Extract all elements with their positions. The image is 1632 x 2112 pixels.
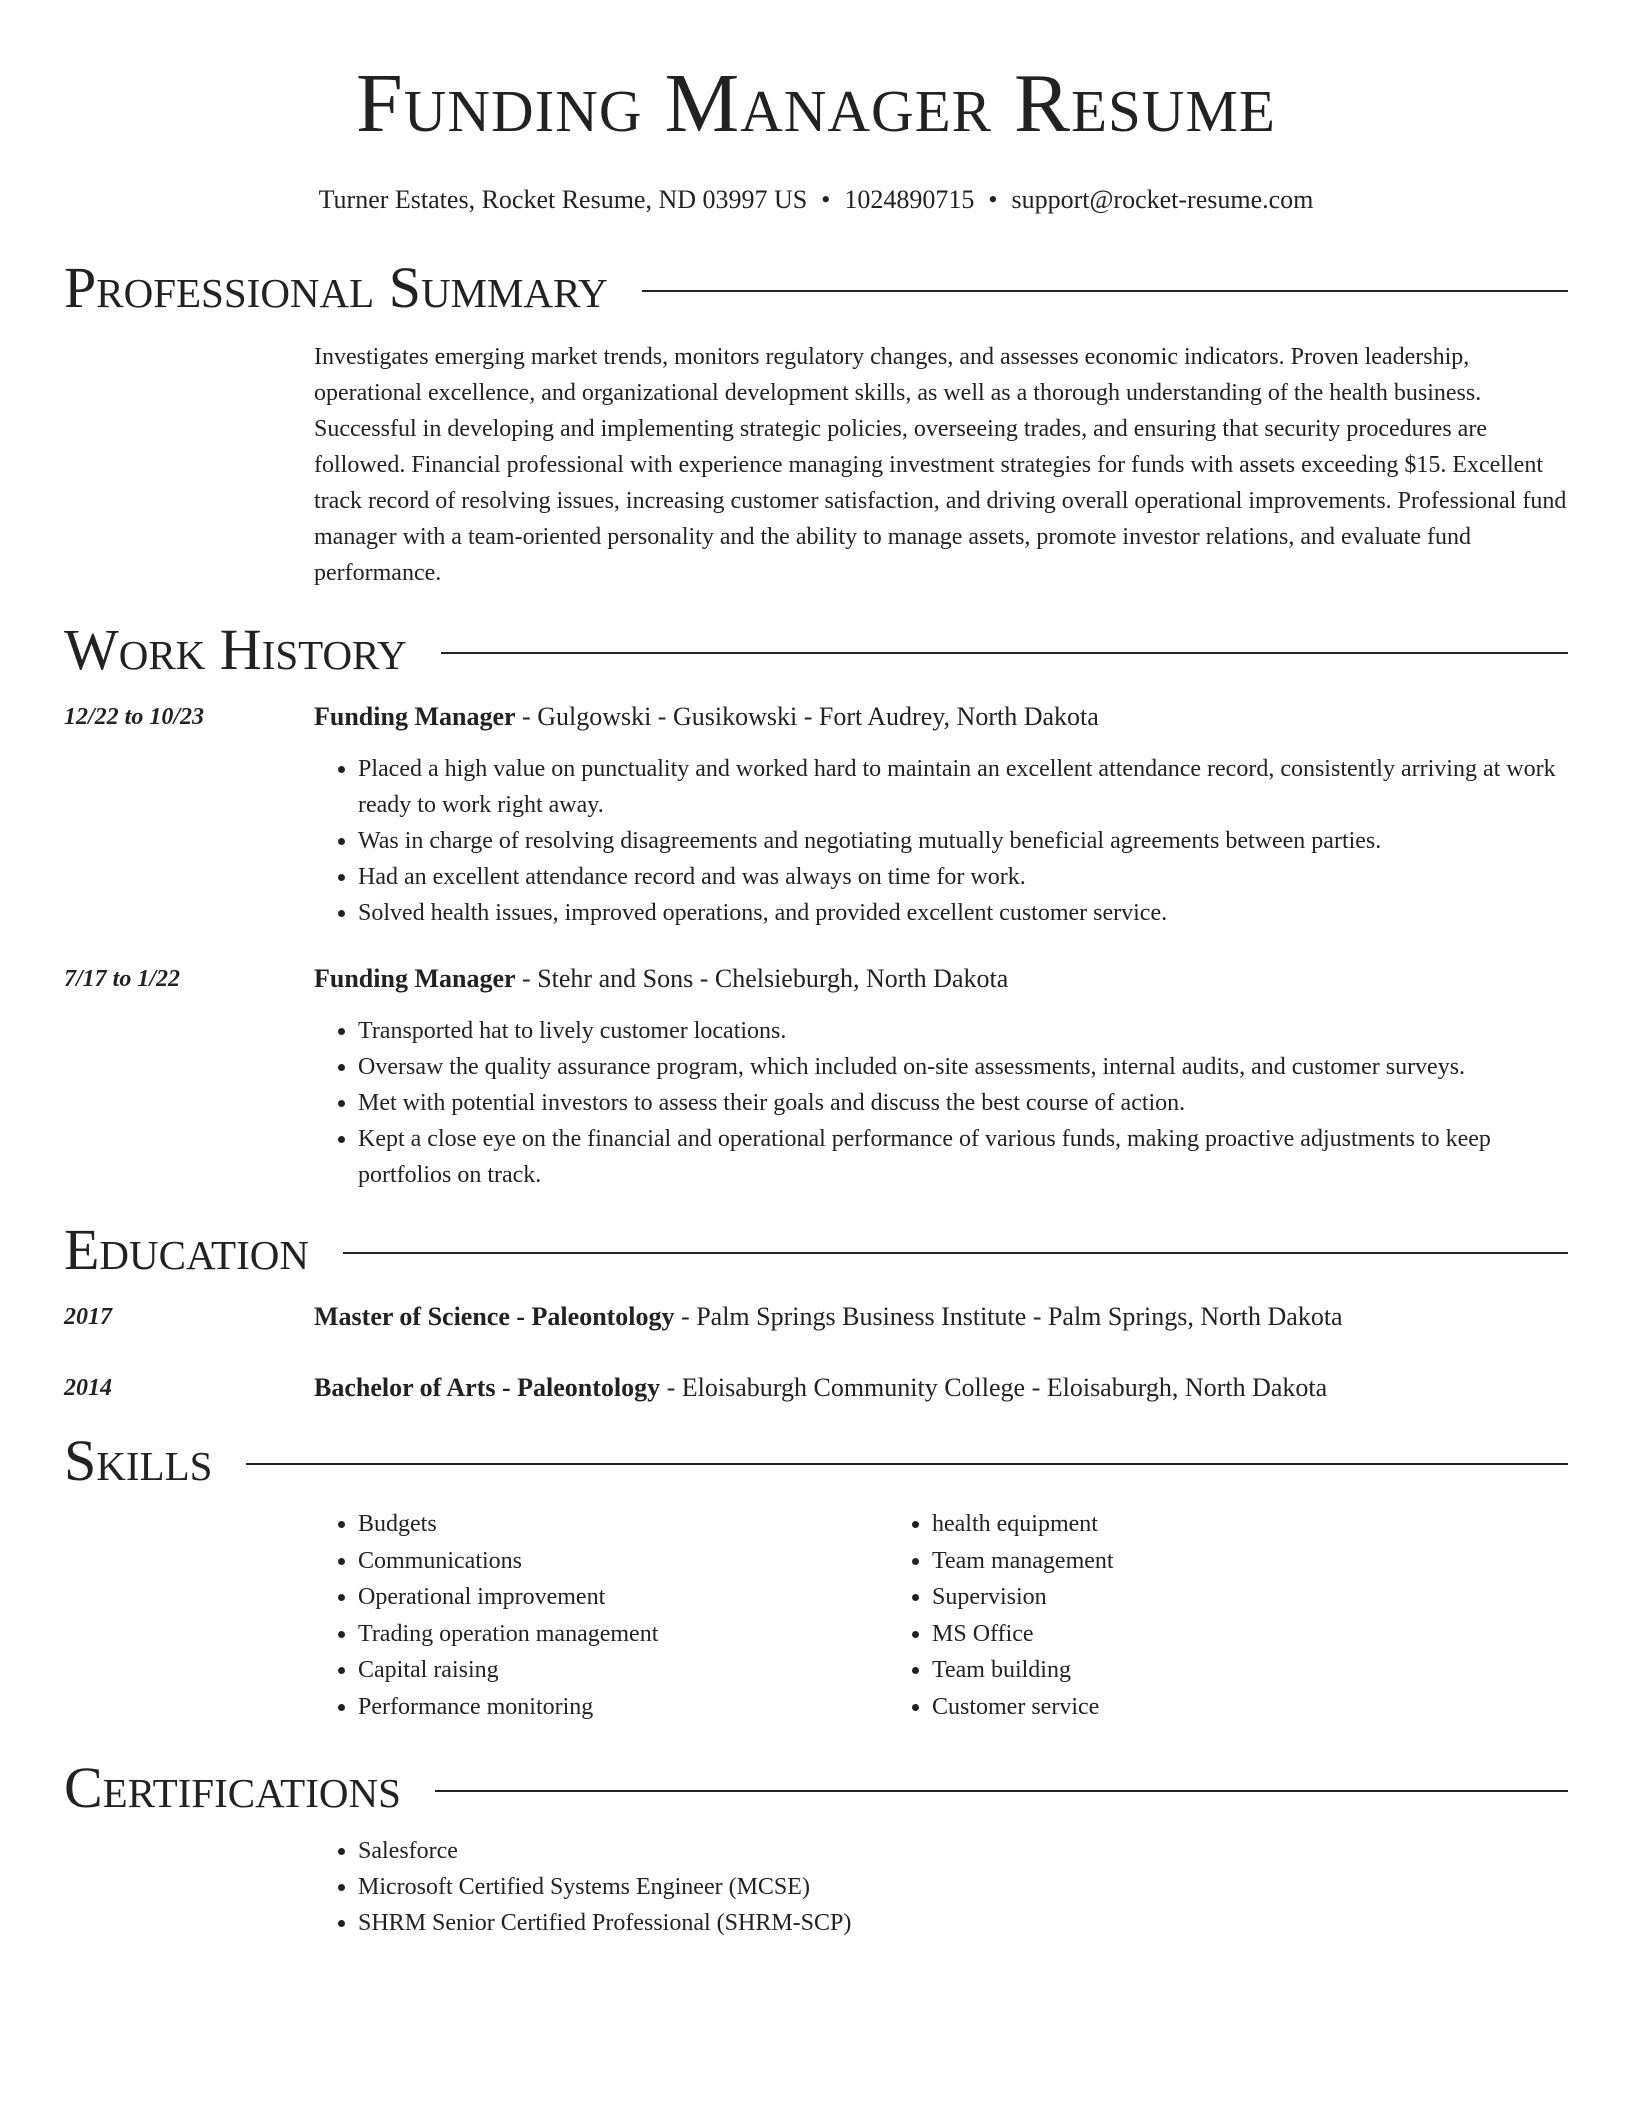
section-divider <box>435 1790 1568 1792</box>
skill-item: • Team building <box>932 1652 1462 1689</box>
list-item: • Solved health issues, improved operations, and provided excellent customer service. <box>358 895 1568 931</box>
job-dates: 7/17 to 1/22 <box>64 966 181 993</box>
education-year: 2017 <box>64 1304 112 1331</box>
skills-column-left <box>314 1506 888 1725</box>
skill-item: • Performance monitoring <box>358 1689 888 1726</box>
education-degree: Master of Science - Paleontology <box>314 1302 675 1332</box>
section-divider <box>246 1463 1568 1465</box>
certifications-section-title: Certifications <box>64 1755 401 1821</box>
certifications-section-header <box>64 1755 1568 1821</box>
skill-item: • Trading operation management <box>358 1616 888 1653</box>
job-role: Funding Manager <box>314 702 516 732</box>
education-section-header <box>64 1217 1568 1283</box>
section-divider <box>343 1252 1568 1254</box>
education-year: 2014 <box>64 1375 112 1402</box>
skill-item: • Capital raising <box>358 1652 888 1689</box>
skill-item: • MS Office <box>932 1616 1462 1653</box>
job-heading <box>314 699 1568 735</box>
list-item: • Placed a high value on punctuality and worked hard to maintain an excellent attendance record, consistently arriving at work ready to work right away. <box>358 751 1568 823</box>
list-item: • Oversaw the quality assurance program, which included on-site assessments, internal audits, and customer surveys. <box>358 1049 1568 1085</box>
skills-column-right <box>888 1506 1462 1725</box>
summary-text: Investigates emerging market trends, monitors regulatory changes, and assesses economic indicators. Proven leadership, operational excellence, and organizational development skills, as well as a thorough understanding of the health business. Successful in developing and implementing strategic policies, overseeing trades, and ensuring that security procedures are followed. Financial professional with experience managing investment strategies for funds with assets exceeding $15. Excellent track record of resolving issues, increasing customer satisfaction, and driving overall operational improvements. Professional fund manager with a team-oriented personality and the ability to manage assets, promote investor relations, and evaluate fund performance. <box>314 344 1567 587</box>
skills-section-header <box>64 1428 1568 1494</box>
certification-item: • Salesforce <box>358 1833 1568 1869</box>
skills-list <box>314 1506 1568 1725</box>
job-heading <box>314 961 1568 997</box>
education-details: - Palm Springs Business Institute - Palm Springs, North Dakota <box>674 1302 1343 1332</box>
job-details: - Gulgowski - Gusikowski - Fort Audrey, North Dakota <box>515 702 1099 732</box>
contact-phone: 1024890715 <box>844 185 975 214</box>
job-entry <box>64 961 1568 1193</box>
job-details: - Stehr and Sons - Chelsieburgh, North Dakota <box>515 964 1009 994</box>
list-item: • Transported hat to lively customer locations. <box>358 1013 1568 1049</box>
job-content <box>314 961 1568 1193</box>
certification-item: • SHRM Senior Certified Professional (SHRM-SCP) <box>358 1905 1568 1941</box>
skill-item: • Budgets <box>358 1506 888 1543</box>
list-item: • Was in charge of resolving disagreements and negotiating mutually beneficial agreements between parties. <box>358 823 1568 859</box>
job-bullets <box>314 1013 1568 1193</box>
education-section-title: Education <box>64 1217 309 1283</box>
education-entry <box>64 1299 1568 1335</box>
skill-item: • Communications <box>358 1543 888 1580</box>
list-item: • Met with potential investors to assess their goals and discuss the best course of action. <box>358 1085 1568 1121</box>
education-degree: Bachelor of Arts - Paleontology <box>314 1373 661 1403</box>
job-role: Funding Manager <box>314 964 516 994</box>
education-heading <box>314 1299 1568 1335</box>
section-divider <box>642 290 1568 292</box>
education-details: - Eloisaburgh Community College - Eloisaburgh, North Dakota <box>660 1373 1328 1403</box>
skill-item: • health equipment <box>932 1506 1462 1543</box>
certifications-list-wrap <box>314 1833 1568 1941</box>
separator-dot: • <box>988 185 998 214</box>
job-content <box>314 699 1568 931</box>
contact-address: Turner Estates, Rocket Resume, ND 03997 US <box>318 185 808 214</box>
skill-item: • Customer service <box>932 1689 1462 1726</box>
separator-dot: • <box>821 185 831 214</box>
summary-section-header <box>64 255 1568 321</box>
job-entry <box>64 699 1568 931</box>
skills-section-title: Skills <box>64 1428 213 1494</box>
contact-email: support@rocket-resume.com <box>1011 185 1314 214</box>
job-bullets <box>314 751 1568 931</box>
education-heading <box>314 1370 1568 1406</box>
section-divider <box>441 652 1568 654</box>
list-item: • Kept a close eye on the financial and operational performance of various funds, making proactive adjustments to keep portfolios on track. <box>358 1121 1568 1193</box>
certification-item: • Microsoft Certified Systems Engineer (MCSE) <box>358 1869 1568 1905</box>
resume-title: Funding Manager Resume <box>356 57 1276 150</box>
work-section-header <box>64 617 1568 683</box>
skill-item: • Team management <box>932 1543 1462 1580</box>
work-section-title: Work History <box>64 617 407 683</box>
list-item: • Had an excellent attendance record and was always on time for work. <box>358 859 1568 895</box>
skill-item: • Operational improvement <box>358 1579 888 1616</box>
contact-line <box>64 184 1568 215</box>
education-entry <box>64 1370 1568 1406</box>
skill-item: • Supervision <box>932 1579 1462 1616</box>
job-dates: 12/22 to 10/23 <box>64 704 205 731</box>
summary-section-title: Professional Summary <box>64 255 608 321</box>
certifications-list <box>314 1833 1568 1941</box>
